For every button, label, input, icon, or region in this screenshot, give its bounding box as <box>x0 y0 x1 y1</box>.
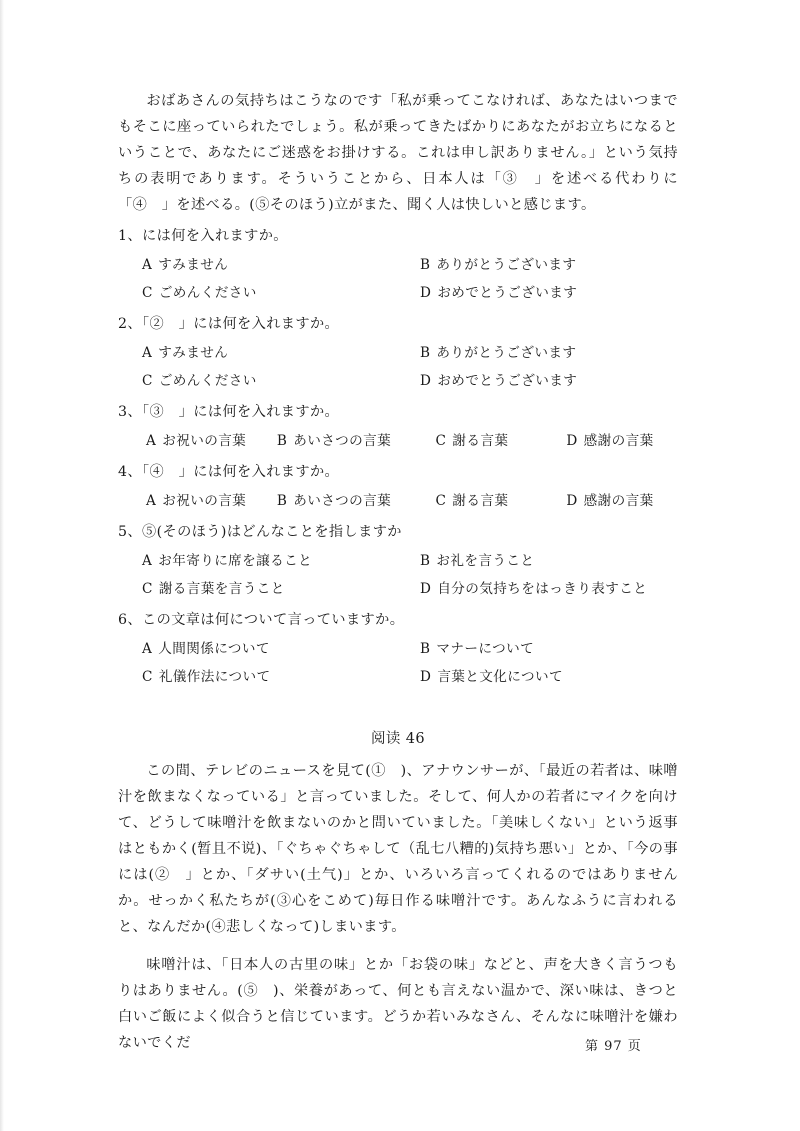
question-list <box>118 223 678 690</box>
option-c[interactable]: C 謝る言葉 <box>435 433 509 449</box>
section-title: 阅读 46 <box>370 731 426 747</box>
option-grid <box>118 548 678 602</box>
option-a[interactable]: A すみません <box>142 345 229 361</box>
option-b[interactable]: B ありがとうございます <box>420 345 577 361</box>
option-a[interactable]: A すみません <box>142 257 229 273</box>
option-d[interactable]: D おめでとうございます <box>420 285 578 301</box>
question-stem: 1、には何を入れますか。 <box>118 228 288 244</box>
question-6 <box>118 607 678 690</box>
question-4 <box>118 459 678 514</box>
option-row <box>118 488 678 514</box>
option-a[interactable]: A 人間関係について <box>142 641 270 657</box>
passage-46-paragraph-1: この間、テレビのニュースを見て(① )、アナウンサーが、「最近の若者は、味噌汁を飲まなくなっている」と言っていました。そして、何人かの若者にマイクを向けて、どうして味噌汁を飲まないのかと問いていました。「美味しくない」という返事はともかく(暂且不说)、「ぐちゃぐちゃして（乱七八糟的)気持ち悪い」とか、「今の事には(② 」とか、「ダサい(土气)」とか、いろいろ言ってくれるのではありませんか。せっかく私たちが(③心をこめて)毎日作る味噌汁です。あんなふうに言われると、なんだか(④悲しくなって)しまいます。 <box>118 763 678 935</box>
question-5 <box>118 519 678 602</box>
question-stem: 5、⑤(そのほう)はどんなことを指しますか <box>118 524 402 540</box>
document-page <box>118 88 678 1056</box>
option-grid <box>118 636 678 690</box>
option-c[interactable]: C 礼儀作法について <box>142 669 271 685</box>
page-number: 第 97 页 <box>585 1039 642 1054</box>
option-c[interactable]: C ごめんください <box>142 373 257 389</box>
question-2 <box>118 311 678 394</box>
option-grid <box>118 340 678 394</box>
option-b[interactable]: B お礼を言うこと <box>420 553 535 569</box>
option-d[interactable]: D おめでとうございます <box>420 373 578 389</box>
option-c[interactable]: C 謝る言葉を言うこと <box>142 581 285 597</box>
option-a[interactable]: A お祝いの言葉 <box>146 433 247 449</box>
option-a[interactable]: A お祝いの言葉 <box>146 493 247 509</box>
option-a[interactable]: A お年寄りに席を譲ること <box>142 553 313 569</box>
option-d[interactable]: D 感謝の言葉 <box>566 433 654 449</box>
option-d[interactable]: D 自分の気持ちをはっきり表すこと <box>420 581 648 597</box>
question-stem: 6、この文章は何について言っていますか。 <box>118 612 405 628</box>
option-c[interactable]: C ごめんください <box>142 285 257 301</box>
option-b[interactable]: B ありがとうございます <box>420 257 577 273</box>
option-d[interactable]: D 感謝の言葉 <box>566 493 654 509</box>
option-c[interactable]: C 謝る言葉 <box>435 493 509 509</box>
option-d[interactable]: D 言葉と文化について <box>420 669 563 685</box>
question-1 <box>118 223 678 306</box>
question-stem: 2、「② 」には何を入れますか。 <box>118 316 340 332</box>
question-stem: 4、「④ 」には何を入れますか。 <box>118 464 340 480</box>
passage-46-paragraph-2: 味噌汁は、「日本人の古里の味」とか「お袋の味」などと、声を大きく言うつもりはありません。(⑤ )、栄養があって、何とも言えない温かで、深い味は、きつと白いご飯によく似合うと信じています。どうか若いみなさん、そんなに味噌汁を嫌わないでくだ <box>118 957 678 1051</box>
question-3 <box>118 399 678 454</box>
option-b[interactable]: B あいさつの言葉 <box>276 493 392 509</box>
question-stem: 3、「③ 」には何を入れますか。 <box>118 404 340 420</box>
option-b[interactable]: B マナーについて <box>420 641 535 657</box>
option-row <box>118 428 678 454</box>
scan-edge-shadow <box>0 0 4 1131</box>
option-grid <box>118 252 678 306</box>
passage-45-paragraph: おばあさんの気持ちはこうなのです「私が乗ってこなければ、あなたはいつまでもそこに座っていられたでしょう。私が乗ってきたばかりにあなたがお立ちになるということで、あなたにご迷惑をお掛けする。これは申し訳ありません。」という気持ちの表明であります。そういうことから、日本人は「③ 」を述べる代わりに「④ 」を述べる。(⑤そのほう)立がまた、聞く人は快しいと感じます。 <box>118 93 678 213</box>
option-b[interactable]: B あいさつの言葉 <box>276 433 392 449</box>
